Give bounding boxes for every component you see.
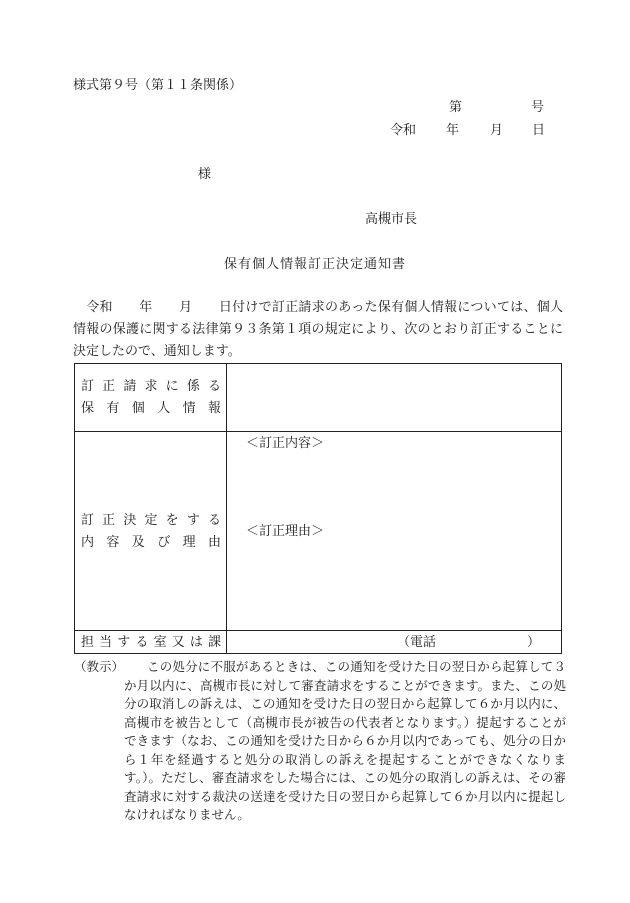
- number-suffix: 号: [531, 100, 545, 115]
- row3-phone: （電話 ）: [397, 635, 541, 650]
- table-row-divider-1: [75, 431, 561, 432]
- addressee-honorific: 様: [198, 167, 212, 182]
- row1-label-line2: 保有個人情報: [81, 401, 221, 416]
- row2-label-line2: 内容及び理由: [81, 535, 221, 550]
- table-column-divider: [226, 364, 227, 653]
- table-row-divider-2: [75, 630, 561, 631]
- body-paragraph: 令和 年 月 日付けで訂正請求のあった保有個人情報については、個人情報の保護に関する法律第９３条第１項の規定により、次のとおり訂正することに決定したので、通知します。: [73, 300, 563, 359]
- row2-label-line1: 訂正決定をする: [81, 513, 221, 528]
- date-month: 月: [490, 123, 504, 138]
- date-year: 年: [446, 123, 460, 138]
- notes-heading: （教示）: [74, 659, 125, 674]
- row3-label: 担当する室又は課: [81, 635, 221, 650]
- notes-text: この処分に不服があるときは、この通知を受けた日の翌日から起算して３か月以内に、高槻市長に対して審査請求をすることができます。また、この処分の取消しの訴えは、この通知を受けた日の翌日から起算して６か月以内に、高槻市を被告として（高槻市長が被告の代表者となります。）提起することができます（なお、この通知を受けた日から６か月以内であっても、処分の日から１年を経過すると処分の取消しの訴えを提起することができなくなります。）。ただし、審査請求をした場合には、この処分の取消しの訴えは、その審査請求に対する裁決の送達を受けた日の翌日から起算して６か月以内に提起しなければなりません。: [124, 659, 566, 822]
- issuer: 高槻市長: [365, 212, 418, 227]
- decision-table: [74, 363, 562, 654]
- number-prefix: 第: [449, 100, 463, 115]
- date-day: 日: [532, 123, 546, 138]
- date-era: 令和: [390, 123, 417, 138]
- form-number: 様式第９号（第１１条関係）: [73, 78, 243, 93]
- row2-reason-heading: ＜訂正理由＞: [246, 524, 325, 539]
- row1-label-line1: 訂正請求に係る: [81, 379, 221, 394]
- row2-content-heading: ＜訂正内容＞: [246, 436, 325, 451]
- document-title: 保有個人情報訂正決定通知書: [223, 257, 406, 272]
